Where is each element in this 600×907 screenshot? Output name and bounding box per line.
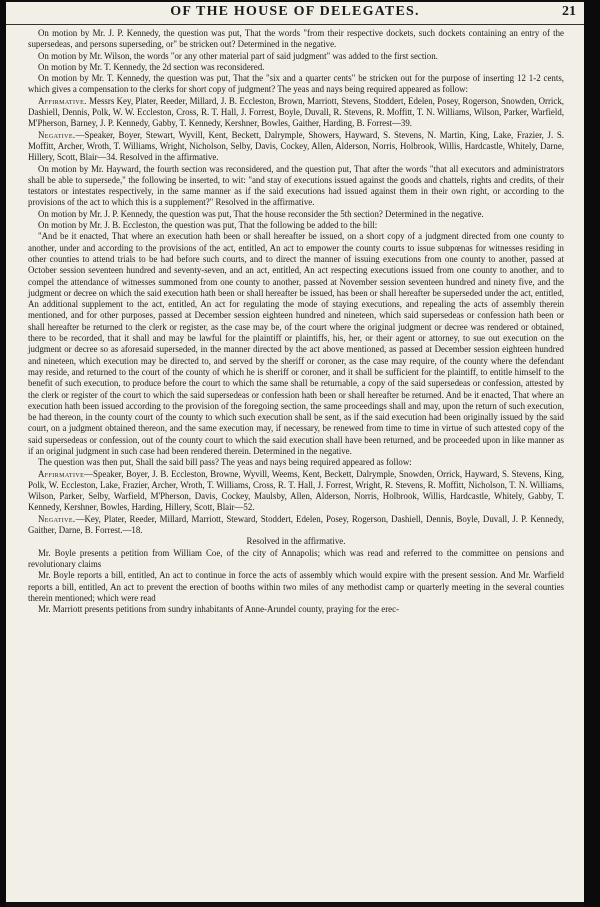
paragraph: "And be it enacted, That where an execution hath been or shall hereafter be issued, on a short copy of a judgment directed from one county to another, under and according to the provisions of the act, entitled, An act to empower the county courts to issue subpœnas for witnesses residing in other counties to attend trials to be had before such courts, and to direct the manner of issuing executions from one county to another, passed at October session seventeen hundred and seventy-seven, and an act, entitled, An act respecting executions issued from one county to another, and to compel the attendance of witnesses summoned from one county to another, passed at November session seventeen hundred and ninety five, and the judgment or decree on which the said execution hath been or shall hereafter be issued, has been or shall hereafter be superseded under the act, entitled, An additional supplement to the act, entitled, An act for regulating the mode of staying executions, and repealing the acts of assembly therein mentioned, and for other purposes, passed at December session eighteen hundred and nineteen, which said supersedeas or confession hath been or shall hereafter be returned to the clerk or register, as the case may be, of the court where the original judgment or decree was rendered or obtained, there to be recorded, that it shall and may be lawful for the plaintiff or plaintiffs, his, her, or their agent or attorney, to sue out execution on the judgment or decree so as aforesaid superseded, in the manner directed by the act above mentioned, as passed at December session eighteen hundred and nineteen, which execution may be directed to, and served by the sheriff or coroner, as the case may require, of the county where the defendant may reside, and returned to the court of the county of which he is sheriff or coroner, and it shall be sufficient for the plaintiff, to entitle himself to the benefit of such execution, to produce before the court to which the same shall be returnable, a copy of the said supersedeas or confession, attested by the clerk or register of the court to which the said supersedeas or confession hath been or shall hereafter be returned. And be it enacted, That where an execution hath been issued according to the provision of the foregoing section, the same proceedings shall and may, upon the return of such execution, be had thereon, in the county court of the county to which such execution shall be sent, as if the said execution had been originally issued by the said court, on a judgment obtained thereon, and the same execution may, if necessary, be renewed from time to time in virtue of such attested copy of the said supersedeas or confession, out of the county court to which the said execution shall have been returned, and be proceeded upon in like manner as if an original judgment in such case had been rendered therein. Determined in the negative.: [28, 231, 564, 456]
vote-negative: [28, 514, 564, 537]
paragraph: On motion by Mr. Hayward, the fourth section was reconsidered, and the question put, That after the words "that all executors and administrators shall be able to supersede," the following be inserted, to wit: "and stay of executions issued against the goods and chattels, rights and credits, of their testators or intestates respectively, in the same manner as if the said executions had issued against them in their own right, or according to the provisions of the act to which this is a supplement?" Resolved in the affirmative.: [28, 163, 564, 208]
vote-label: Affirmative.: [38, 95, 87, 106]
body-text: [28, 28, 564, 615]
resolution: Resolved in the affirmative.: [246, 536, 346, 547]
vote-label: Negative.: [38, 129, 76, 140]
paragraph: On motion by Mr. T. Kennedy, the question was put, That the "six and a quarter cents" be stricken out for the purpose of inserting 12 1-2 cents, which gives a compensation to the clerks for short copy of judgment? The yeas and nays being required appeared as follow:: [28, 73, 564, 95]
vote-affirmative: [28, 96, 564, 130]
vote-names: —Key, Plater, Reeder, Millard, Marriott, Steward, Stoddert, Edelen, Posey, Rogerson, Dashiell, Dennis, Boyle, Duvall, J. P. Kennedy, Gaither, Darne, B. Forrest.—18.: [28, 513, 564, 536]
vote-label: Affirmative: [38, 468, 85, 479]
vote-names: —Speaker, Boyer, Stewart, Wyvill, Kent, Beckett, Dalrymple, Showers, Hayward, S. Stevens, N. Martin, King, Lake, Frazier, J. S. Moffitt, Archer, Wroth, T. Williams, Wright, Nicholson, Selby, Davis, Cockey, Allen, Alderson, Norris, Holbrook, Willis, Hardcastle, Whitely, Darne, Hillery, Scott, Blair—34. Resolved in the affirmative.: [28, 129, 564, 163]
paragraph: On motion by Mr. T. Kennedy, the 2d section was reconsidered.: [38, 61, 265, 72]
document-page: [6, 2, 584, 902]
scan-right-edge: [584, 0, 600, 907]
paragraph: On motion by Mr. J. P. Kennedy, the question was put, That the words "from their respective dockets, such dockets containing an entry of the supersedeas, and persons superseding, or" be stricken out? Determined in the negative.: [28, 28, 564, 50]
vote-names: Messrs Key, Plater, Reeder, Millard, J. B. Eccleston, Brown, Marriott, Stevens, Stoddert, Edelen, Posey, Rogerson, Snowden, Orrick, Dashiell, Dennis, Polk, W. W. Eccleston, Cross, R. T. Hall, J. Forrest, Boyle, Duvall, R. Stevens, R. Moffitt, T. N. Williams, Wilson, Parker, Warfield, M'Pherson, Barney, J. P. Kennedy, Gabby, T. Kennedy, Kershner, Bowles, Gaither, Harding, B. Forrest—39.: [28, 95, 564, 129]
paragraph: Mr. Boyle presents a petition from William Coe, of the city of Annapolis; which was read and referred to the committee on pensions and revolutionary claims: [28, 547, 564, 569]
paragraph: On motion by Mr. Wilson, the words "or any other material part of said judgment" was added to the first section.: [38, 50, 438, 61]
paragraph: Mr. Boyle reports a bill, entitled, An act to continue in force the acts of assembly which would expire with the present session. And Mr. Warfield reports a bill, entitled, An act to prevent the erection of booths within two miles of any methodist camp or quarterly meeting in the several counties therein mentioned; which were read: [28, 570, 564, 603]
paragraph: On motion by Mr. J. B. Eccleston, the question was put, That the following be added to the bill:: [38, 220, 378, 231]
running-head: OF THE HOUSE OF DELEGATES.: [170, 4, 420, 19]
paragraph: On motion by Mr. J. P. Kennedy, the question was put, That the house reconsider the 5th section? Determined in the negative.: [38, 208, 484, 219]
vote-names: —Speaker, Boyer, J. B. Eccleston, Browne, Wyvill, Weems, Kent, Beckett, Dalrymple, Snowden, Orrick, Hayward, S. Stevens, King, Polk, W. Eccleston, Lake, Frazier, Archer, Wroth, T. Williams, Cross, R. T. Hall, J. Forrest, Wright, R. Stevens, R. Moffitt, Nicholson, T. N. Williams, Wilson, Parker, Selby, Warfield, M'Pherson, Davis, Cockey, Maulsby, Allen, Alderson, Norris, Holbrook, Willis, Hardcastle, Whitely, Gabby, T. Kennedy, Kershner, Bowles, Harding, Hillery, Scott, Blair—52.: [28, 468, 564, 513]
vote-negative: [28, 130, 564, 164]
page-number: 21: [562, 4, 576, 19]
paragraph: Mr. Marriott presents petitions from sundry inhabitants of Anne-Arundel county, praying for the erec-: [38, 604, 399, 615]
vote-affirmative: [28, 469, 564, 514]
vote-label: Negative.: [38, 513, 76, 524]
paragraph: The question was then put, Shall the said bill pass? The yeas and nays being required appeared as follow:: [38, 457, 412, 468]
page-header: [6, 2, 584, 25]
